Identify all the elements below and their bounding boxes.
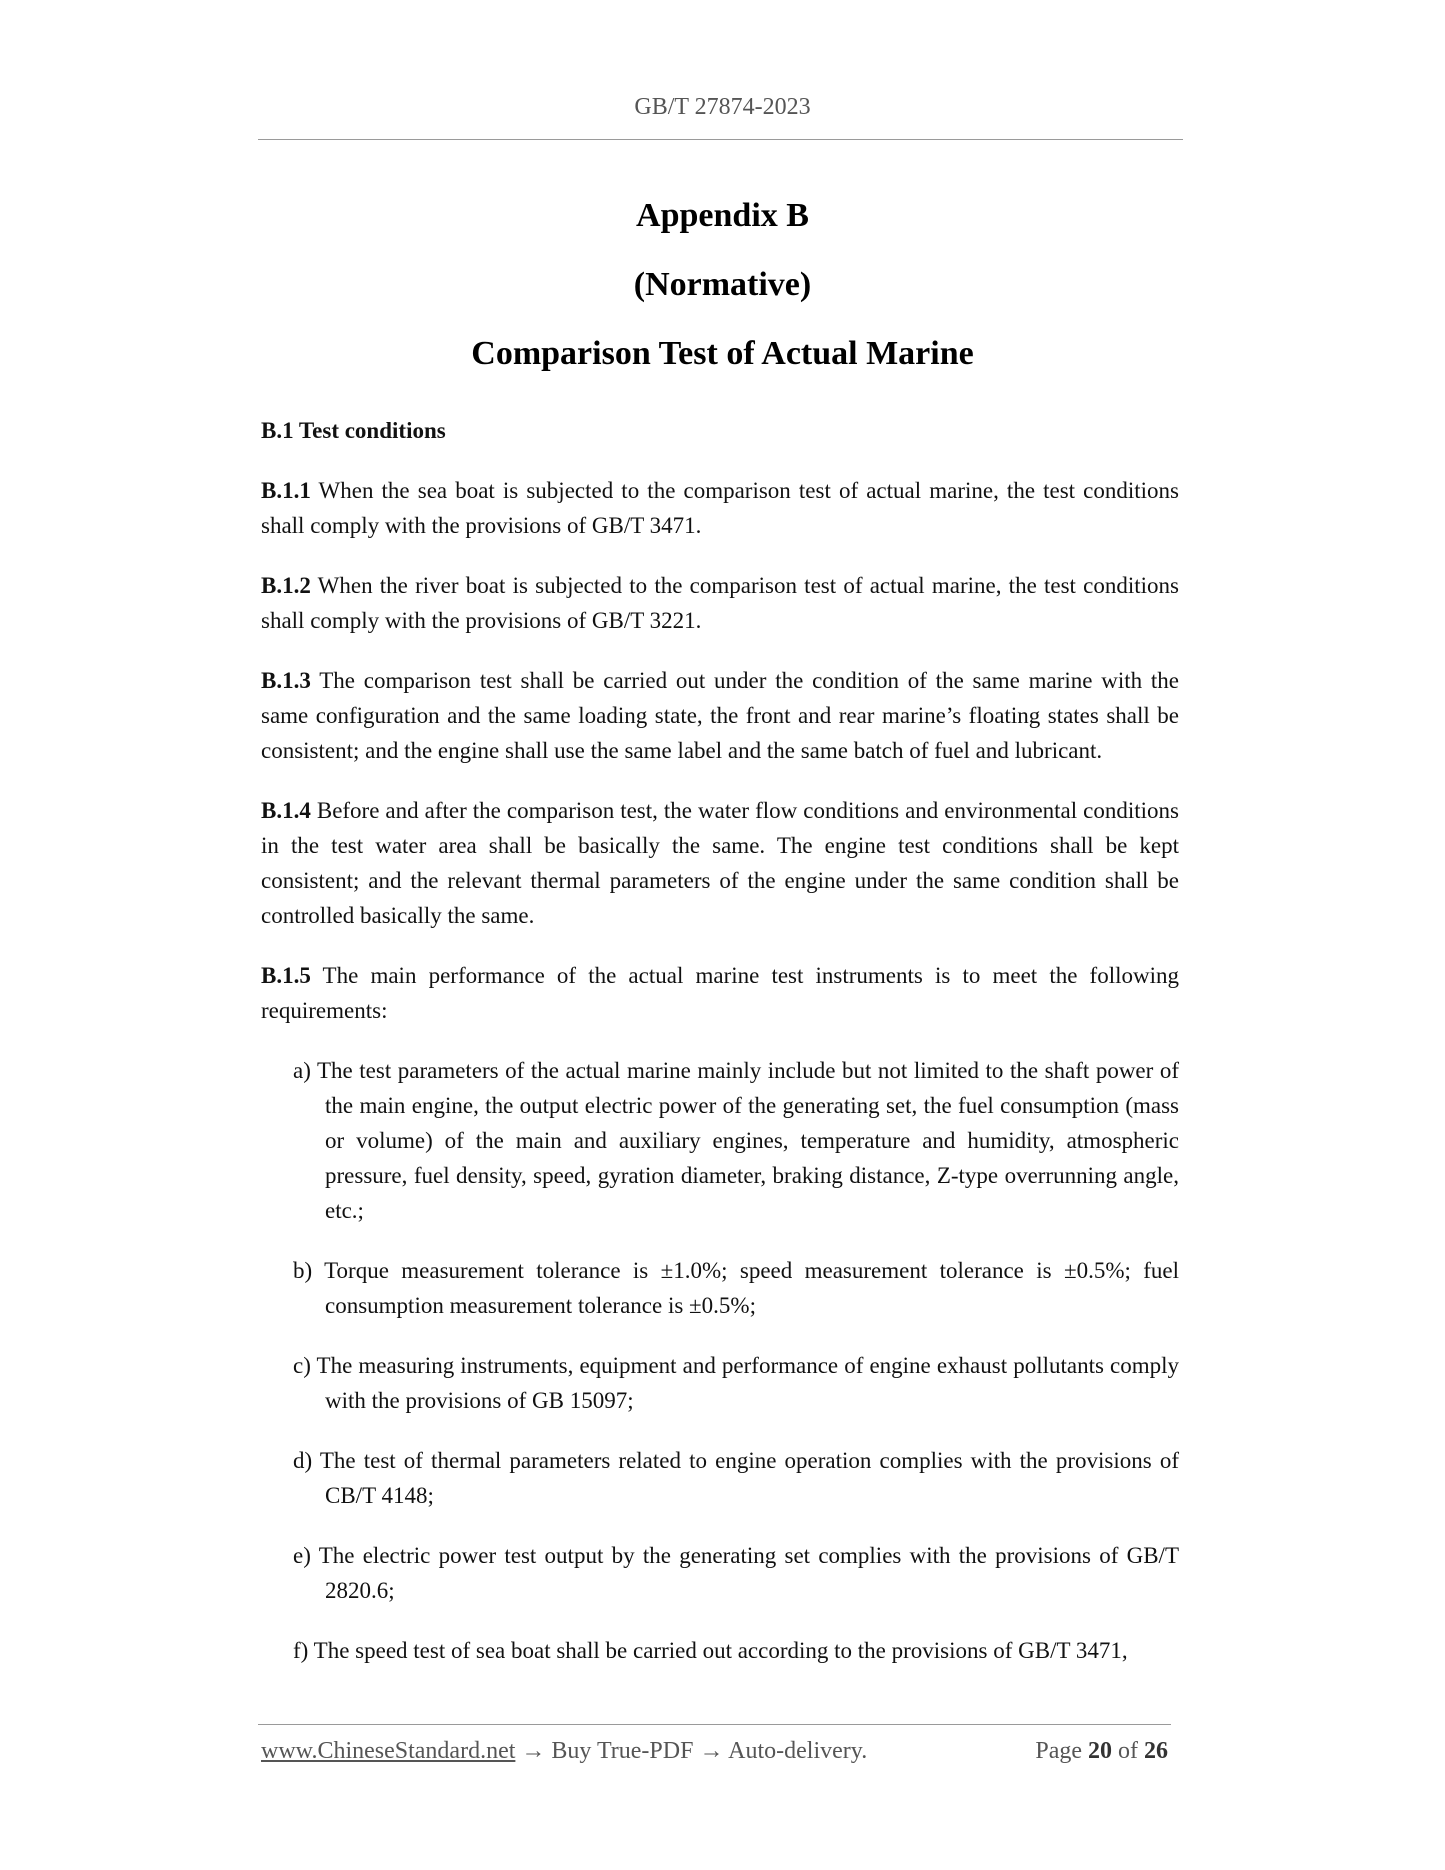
- clause-number: B.1.3: [261, 668, 311, 693]
- arrow-right-icon: →: [699, 1738, 724, 1764]
- appendix-title: Appendix B: [636, 197, 809, 234]
- list-item-e: e) The electric power test output by the generating set complies with the provisions of GB/T 2820.6;: [293, 1543, 1179, 1603]
- list-item-a: a) The test parameters of the actual marine mainly include but not limited to the shaft power of the main engine, the output electric power of the generating set, the fuel consumption (mass or volume) of the main and auxiliary engines, temperature and humidity, atmospheric pressure, fuel density, speed, gyration diameter, braking distance, Z-type overrunning angle, etc.;: [293, 1058, 1179, 1223]
- header-document-code: GB/T 27874-2023: [634, 94, 811, 120]
- footer-divider: [258, 1724, 1171, 1725]
- appendix-subtitle: Comparison Test of Actual Marine: [471, 335, 974, 372]
- clause-number: B.1.2: [261, 573, 311, 598]
- header-divider: [258, 139, 1183, 140]
- list-item-b: b) Torque measurement tolerance is ±1.0%; speed measurement tolerance is ±0.5%; fuel consumption measurement tolerance is ±0.5%;: [293, 1258, 1179, 1318]
- clause-b-1-1: [261, 473, 1179, 543]
- list-item-f: f) The speed test of sea boat shall be carried out according to the provisions of GB/T 3471,: [293, 1638, 1128, 1663]
- page-current: 20: [1088, 1738, 1112, 1764]
- footer-delivery-text: Auto-delivery.: [728, 1738, 868, 1764]
- clause-b-1-2: [261, 568, 1179, 638]
- appendix-type: (Normative): [633, 266, 812, 303]
- document-body: [261, 413, 1179, 1693]
- list-item-c: c) The measuring instruments, equipment and performance of engine exhaust pollutants comply with the provisions of GB 15097;: [293, 1353, 1179, 1413]
- clause-text: When the sea boat is subjected to the comparison test of actual marine, the test conditions shall comply with the provisions of GB/T 3471.: [261, 478, 1179, 538]
- page-of-label: of: [1118, 1738, 1138, 1764]
- page-total: 26: [1144, 1738, 1168, 1764]
- footer-site-link[interactable]: www.ChineseStandard.net: [261, 1738, 516, 1764]
- clause-number: B.1.1: [261, 478, 311, 503]
- page-indicator: [1035, 1738, 1168, 1765]
- list-item-d: d) The test of thermal parameters related to engine operation complies with the provisions of CB/T 4148;: [293, 1448, 1179, 1508]
- clause-number: B.1.5: [261, 963, 311, 988]
- clause-text: Before and after the comparison test, the water flow conditions and environmental conditions in the test water area shall be basically the same. The engine test conditions shall be kept consistent; and the relevant thermal parameters of the engine under the same condition shall be controlled basically the same.: [261, 798, 1179, 928]
- clause-b-1-4: [261, 793, 1179, 933]
- clause-b-1-5: [261, 958, 1179, 1028]
- clause-text: The main performance of the actual marine test instruments is to meet the following requirements:: [261, 963, 1179, 1023]
- footer-promo: [261, 1738, 867, 1765]
- clause-number: B.1.4: [261, 798, 311, 823]
- clause-b-1-3: [261, 663, 1179, 768]
- section-heading: B.1 Test conditions: [261, 418, 446, 443]
- page-label: Page: [1035, 1738, 1082, 1764]
- arrow-right-icon: →: [521, 1738, 546, 1764]
- clause-text: The comparison test shall be carried out under the condition of the same marine with the same configuration and the same loading state, the front and rear marine’s floating states shall be consistent; and the engine shall use the same label and the same batch of fuel and lubricant.: [261, 668, 1179, 763]
- clause-text: When the river boat is subjected to the comparison test of actual marine, the test conditions shall comply with the provisions of GB/T 3221.: [261, 573, 1179, 633]
- footer-buy-text: Buy True-PDF: [551, 1738, 694, 1764]
